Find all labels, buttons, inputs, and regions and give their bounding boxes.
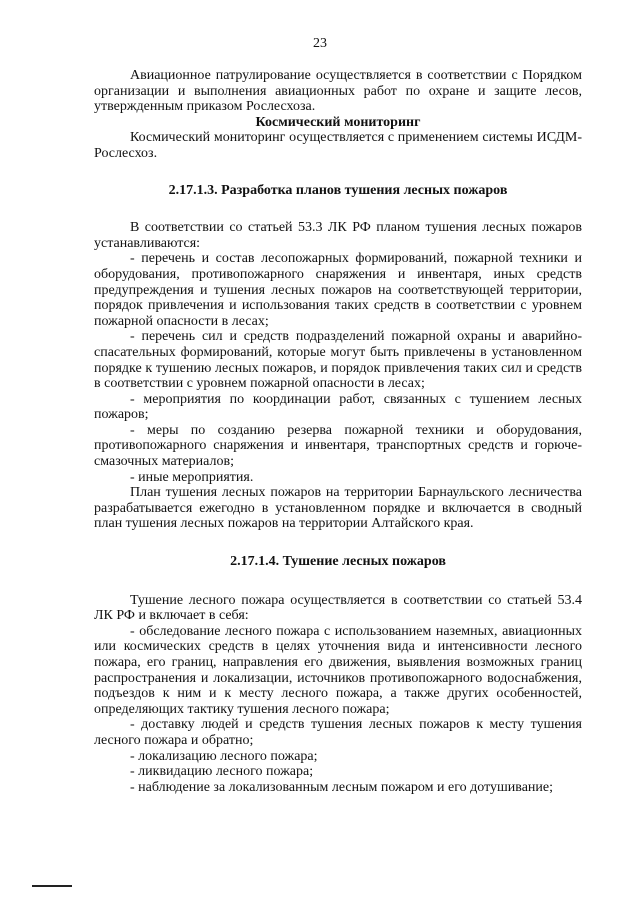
list-item: - мероприятия по координации работ, связанных с тушением лесных пожаров; xyxy=(94,391,582,423)
section-extinguishing-heading: 2.17.1.4. Тушение лесных пожаров xyxy=(230,554,446,570)
space-monitoring-paragraph: Космический мониторинг осуществляется с применением системы ИСДМ-Рослесхоз. xyxy=(94,130,582,161)
list-item: - ликвидацию лесного пожара; xyxy=(130,764,314,780)
space-monitoring-heading: Космический мониторинг xyxy=(255,114,421,130)
list-item: - меры по созданию резерва пожарной техники и оборудования, противопожарного снаряжения и инвентаря, транспортных средств и горюче-смазочных материалов; xyxy=(94,422,582,470)
list-item: - локализацию лесного пожара; xyxy=(130,748,318,764)
page-number: 23 xyxy=(313,36,327,51)
list-item: - иные мероприятия. xyxy=(130,469,254,485)
document-body xyxy=(94,68,582,795)
list-item: - наблюдение за локализованным лесным пожаром и его дотушивание; xyxy=(130,779,554,795)
section-plans-heading: 2.17.1.3. Разработка планов тушения лесных пожаров xyxy=(168,182,508,198)
section-plans-lead: В соответствии со статьей 53.3 ЛК РФ планом тушения лесных пожаров устанавливаются: xyxy=(94,220,582,251)
aviation-patrol-paragraph: Авиационное патрулирование осуществляется в соответствии с Порядком организации и выполнения авиационных работ по охране и защите лесов, утвержденным приказом Рослесхоза. xyxy=(94,68,582,115)
list-item: - перечень сил и средств подразделений пожарной охраны и аварийно-спасательных формирований, которые могут быть привлечены в установленном порядке к тушению лесных пожаров, и порядок привлечения таких сил и средств в соответствии с уровнем пожарной опасности в лесах; xyxy=(94,329,582,392)
list-item: - обследование лесного пожара с использованием наземных, авиационных или космических средств в целях уточнения вида и интенсивности лесного пожара, его границ, направления его движения, выявления возможных границ распространения и локализации, источников противопожарного водоснабжения, подъездов к ним и к месту лесного пожара, а также других особенностей, определяющих тактику тушения лесного пожара; xyxy=(94,623,582,717)
footnote-separator xyxy=(32,885,72,887)
list-item: - доставку людей и средств тушения лесных пожаров к месту тушения лесного пожара и обратно; xyxy=(94,717,582,748)
list-item: - перечень и состав лесопожарных формирований, пожарной техники и оборудования, противопожарного снаряжения и инвентаря, иных средств предупреждения и тушения лесных пожаров на соответствующей территории, порядок привлечения и использования таких средств в соответствии с уровнем пожарной опасности в лесах; xyxy=(94,251,582,329)
section-plans-closing: План тушения лесных пожаров на территории Барнаульского лесничества разрабатывается ежегодно в установленном порядке и включается в сводный план тушения лесных пожаров на территории Алтайского края. xyxy=(94,485,582,532)
section-extinguishing-lead: Тушение лесного пожара осуществляется в соответствии со статьей 53.4 ЛК РФ и включает в себя: xyxy=(94,592,582,624)
